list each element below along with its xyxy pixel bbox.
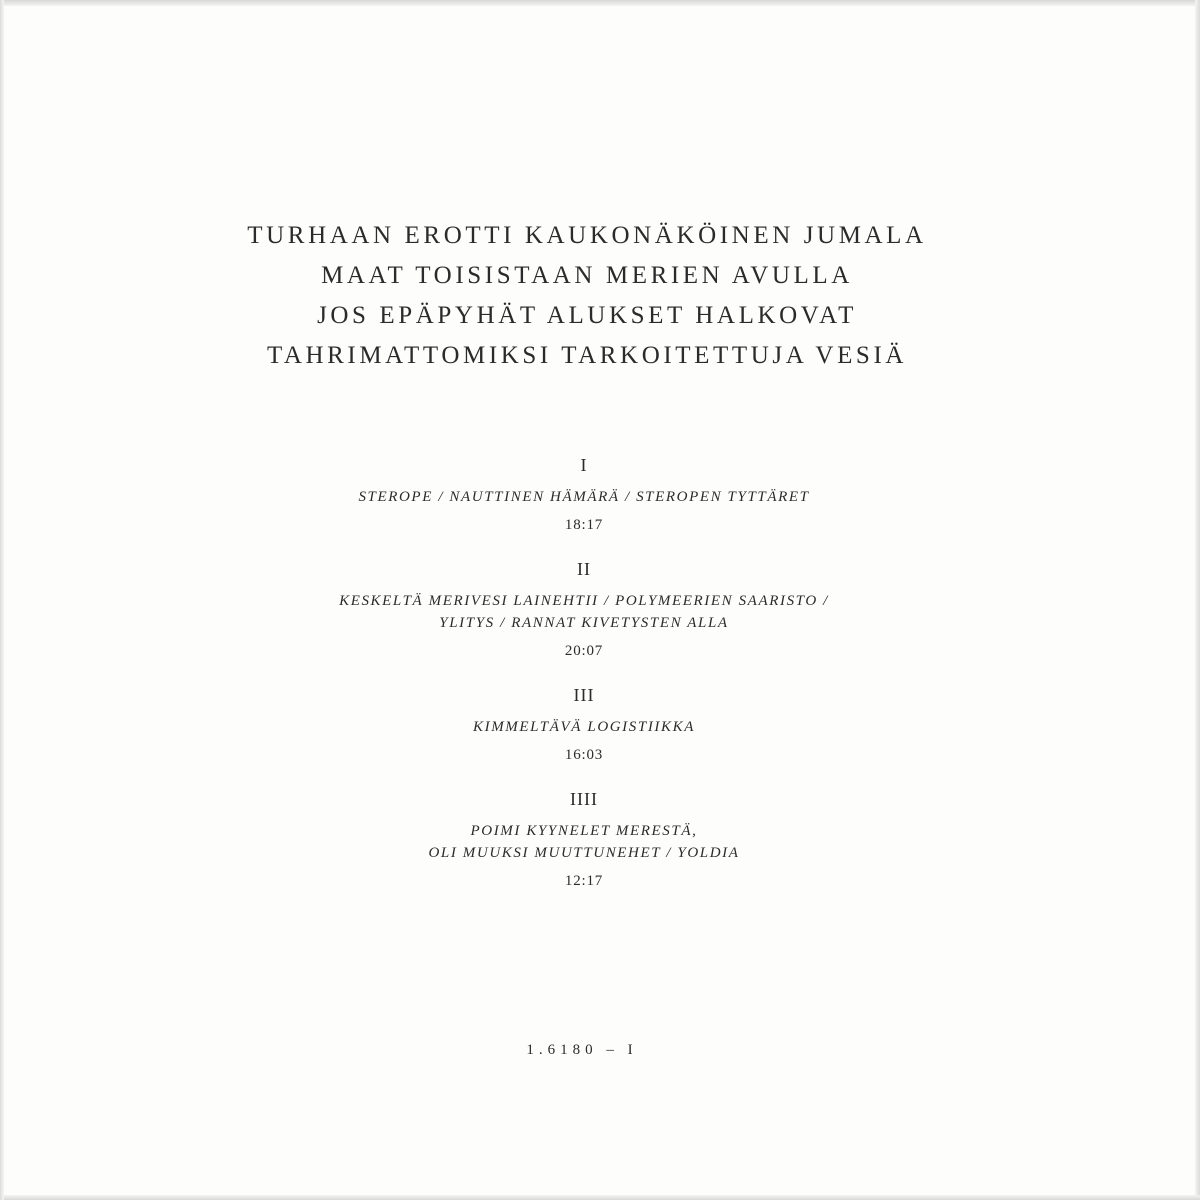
track-titles (0, 590, 1168, 634)
poem (0, 216, 1174, 376)
track-duration: 20:07 (564, 643, 604, 659)
track-duration: 12:17 (564, 873, 604, 889)
track-duration: 18:17 (564, 517, 604, 533)
track-side-1 (0, 452, 1168, 536)
side-number: II (577, 559, 591, 579)
track-title-line: YLITYS / RANNAT KIVETYSTEN ALLA (439, 615, 729, 631)
poem-line: TURHAAN EROTTI KAUKONÄKÖINEN JUMALA (247, 222, 927, 249)
poem-line: TAHRIMATTOMIKSI TARKOITETTUJA VESIÄ (266, 342, 908, 369)
track-title-line: OLI MUUKSI MUUTTUNEHET / YOLDIA (428, 845, 740, 861)
track-title-line: KESKELTÄ MERIVESI LAINEHTII / POLYMEERIEN SAARISTO / (339, 593, 829, 609)
track-side-4 (0, 786, 1168, 892)
scan-edge-bottom (0, 1195, 1200, 1200)
track-title-line: STEROPE / NAUTTINEN HÄMÄRÄ / STEROPEN TYTTÄRET (358, 489, 810, 505)
track-titles (0, 716, 1168, 738)
track-title-line: KIMMELTÄVÄ LOGISTIIKKA (473, 719, 695, 735)
track-title-line: POIMI KYYNELET MERESTÄ, (470, 823, 698, 839)
track-titles (0, 820, 1168, 864)
track-side-3 (0, 682, 1168, 766)
track-side-2 (0, 556, 1168, 662)
poem-line: MAAT TOISISTAAN MERIEN AVULLA (321, 262, 853, 289)
track-duration: 16:03 (564, 747, 604, 763)
side-number: IIII (570, 789, 598, 809)
catalog-number: 1.6180 – I (526, 1042, 638, 1058)
side-number: III (573, 685, 595, 705)
scan-edge-right (1195, 0, 1200, 1200)
tracklist (0, 452, 1168, 912)
side-number: I (580, 455, 588, 475)
poem-line: JOS EPÄPYHÄT ALUKSET HALKOVAT (317, 302, 857, 329)
track-titles (0, 486, 1168, 508)
scan-edge-top (0, 0, 1200, 6)
